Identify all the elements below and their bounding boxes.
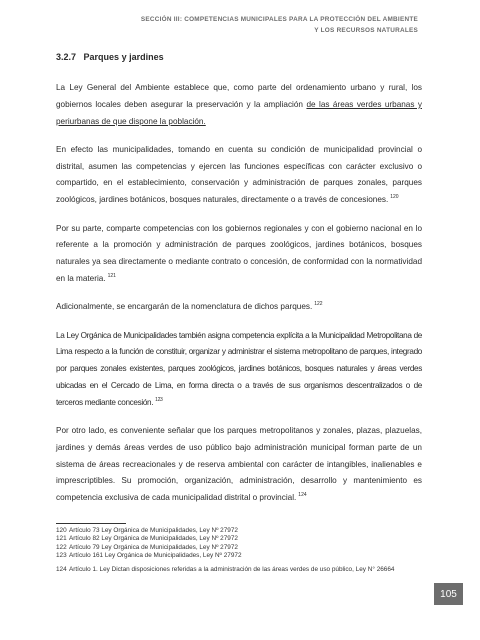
paragraph-1-text: La Ley General del Ambiente establece que, como parte del ordenamiento urbano y rural, los gobiernos locales deben asegurar la preservación y la ampliación bbox=[56, 83, 422, 109]
footnote-number: 121 bbox=[56, 535, 67, 543]
paragraph-6 bbox=[56, 423, 422, 507]
footnote-number: 123 bbox=[56, 552, 67, 560]
footnote-divider bbox=[56, 523, 126, 524]
paragraph-5-text: La Ley Orgánica de Municipalidades también asigna competencia explícita a la Municipalidad Metropolitana de Lima respecto a la función de constituir, organizar y administrar el sistema metropolitano de parques, integrado por parques zonales existentes, parques zoológicos, jardines botánicos, bosques naturales y áreas verdes ubicadas en el Cercado de Lima, en forma directa o a través de sus organismos descentralizados o de terceros mediante concesión. bbox=[56, 330, 422, 407]
paragraph-2 bbox=[56, 142, 422, 209]
footnote-text: Artículo 161 Ley Orgánica de Municipalidades, Ley Nº 27972 bbox=[69, 552, 242, 560]
paragraph-3 bbox=[56, 221, 422, 288]
running-header-line-1: SECCIÓN III: COMPETENCIAS MUNICIPALES PARA LA PROTECCIÓN DEL AMBIENTE bbox=[140, 16, 418, 23]
paragraph-1-underlined: de las áreas verdes urbanas y periurbanas de que dispone la población. bbox=[56, 99, 422, 126]
section-number: 3.2.7 bbox=[56, 52, 77, 62]
paragraph-6-text: Por otro lado, es conveniente señalar que los parques metropolitanos y zonales, plazas, plazuelas, jardines y demás áreas verdes de uso público bajo administración municipal forman parte de un sistema de áreas recreacionales y de reserva ambiental con carácter de intangibles, inalienables e imprescriptibles. Su promoción, organización, administración, desarrollo y mantenimiento es competencia exclusiva de cada municipalidad distrital o provincial. bbox=[56, 426, 422, 503]
page-number: 105 bbox=[440, 588, 457, 600]
paragraph-1 bbox=[56, 80, 422, 130]
paragraph-4 bbox=[56, 299, 422, 316]
footnote-122 bbox=[56, 544, 422, 552]
running-header-line-2: Y LOS RECURSOS NATURALES bbox=[314, 27, 418, 34]
footnote-number: 120 bbox=[56, 527, 67, 534]
footnote-text: Artículo 1. Ley Dictan disposiciones referidas a la administración de las áreas verdes de uso público, Ley N° 26664 bbox=[69, 565, 395, 573]
footnote-text: Artículo 82 Ley Orgánica de Municipalidades, Ley Nº 27972 bbox=[69, 535, 238, 543]
section-title: Parques y jardines bbox=[83, 52, 164, 62]
footnote-text: Artículo 79 Ley Orgánica de Municipalidades, Ley Nº 27972 bbox=[69, 543, 238, 551]
page-body bbox=[56, 52, 422, 519]
footnote-124 bbox=[56, 566, 422, 574]
footnote-121 bbox=[56, 535, 422, 543]
footnote-number: 124 bbox=[56, 565, 67, 573]
footnote-120 bbox=[56, 527, 422, 535]
footnote-ref-120[interactable]: 120 bbox=[390, 194, 399, 201]
paragraph-4-text: Adicionalmente, se encargarán de la nomenclatura de dichos parques. bbox=[56, 302, 313, 312]
footnote-ref-124[interactable]: 124 bbox=[298, 492, 307, 499]
footnote-ref-123[interactable]: 123 bbox=[155, 396, 163, 403]
page-number-badge bbox=[434, 583, 463, 605]
running-header bbox=[141, 14, 418, 36]
footnote-number: 122 bbox=[56, 543, 67, 551]
footnote-ref-121[interactable]: 121 bbox=[107, 272, 116, 279]
paragraph-3-text: Por su parte, comparte competencias con los gobiernos regionales y con el gobierno nacional en lo referente a la promoción y administración de parques zoológicos, jardines botánicos, bosques naturales ya sea directamente o mediante contrato o concesión, de conformidad con la normatividad en la materia. bbox=[56, 223, 422, 283]
footnotes bbox=[56, 527, 422, 574]
footnote-123 bbox=[56, 552, 422, 560]
paragraph-5 bbox=[56, 328, 422, 412]
paragraph-2-text: En efecto las municipalidades, tomando en cuenta su condición de municipalidad provincial o distrital, asumen las competencias y ejercen las funciones específicas con carácter exclusivo o compartido, en el establecimiento, conservación y administración de parques zonales, parques zoológicos, jardines botánicos, bosques naturales, directamente o a través de concesiones. bbox=[56, 144, 422, 205]
footnote-text: Artículo 73 Ley Orgánica de Municipalidades, Ley Nº 27972 bbox=[69, 527, 238, 534]
section-heading bbox=[56, 52, 422, 62]
footnote-ref-122[interactable]: 122 bbox=[314, 301, 323, 308]
